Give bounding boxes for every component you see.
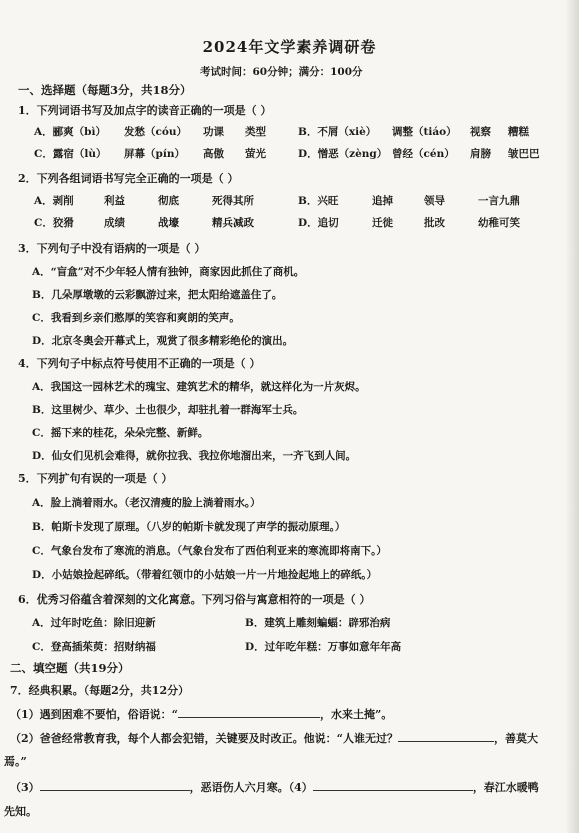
q5-option-b: B．帕斯卡发现了原理。（八岁的帕斯卡就发现了声学的振动原理。） bbox=[32, 521, 346, 533]
q2-option-d-word1: D．追切 bbox=[298, 217, 339, 229]
q2-option-d-word3: 批改 bbox=[424, 217, 445, 229]
question-2-stem: 2．下列各组词语书写完全正确的一项是（ ） bbox=[18, 172, 239, 185]
q4-option-d: D．仙女们见机会难得，就你拉我、我拉你地溜出来，一齐飞到人间。 bbox=[32, 450, 357, 462]
q2-option-b-word1: B．兴旺 bbox=[298, 195, 339, 207]
q2-option-a-word3: 彻底 bbox=[158, 195, 179, 207]
q7-item-4-suffix: ，春江水暖鸭 bbox=[472, 781, 539, 794]
q2-option-b-word4: 一言九鼎 bbox=[478, 195, 520, 207]
section-heading-choice: 一、选择题（每题3分，共18分） bbox=[18, 83, 192, 97]
q7-item-1-prefix: （1）遇到困难不要怕，俗语说：“ bbox=[10, 708, 178, 721]
q7-item-4-prefix: ，恶语伤人六月寒。（4） bbox=[189, 781, 313, 794]
q3-option-d: D．北京冬奥会开幕式上，观赏了很多精彩绝伦的演出。 bbox=[32, 335, 294, 347]
q6-option-d: D．过年吃年糕：万事如意年年高 bbox=[245, 641, 402, 653]
q7-item-2 bbox=[10, 730, 538, 746]
q4-option-b: B．这里树少、草少、土也很少，却驻扎着一群海军士兵。 bbox=[32, 404, 304, 416]
exam-meta: 考试时间：60分钟；满分：100分 bbox=[200, 66, 363, 78]
q1-option-b-word3: 视察 bbox=[470, 126, 491, 138]
question-1-stem: 1．下列词语书写及加点字的读音正确的一项是（ ） bbox=[18, 104, 272, 117]
q5-option-c: C．气象台发布了寒流的消息。（气象台发布了西伯利亚来的寒流即将南下。） bbox=[32, 545, 387, 557]
q3-option-c: C．我看到乡亲们憨厚的笑容和爽朗的笑声。 bbox=[32, 312, 240, 324]
q2-option-a-word1: A．剥削 bbox=[34, 195, 74, 207]
q7-item-1 bbox=[10, 706, 392, 722]
q7-item-3-4 bbox=[10, 779, 539, 795]
q7-item-1-suffix: ，水来土掩”。 bbox=[319, 708, 393, 721]
exam-title: 2024年文学素养调研卷 bbox=[202, 38, 377, 56]
q1-option-a-word4: 类型 bbox=[245, 126, 266, 138]
q1-option-c-word2: 屏幕（pín） bbox=[124, 148, 185, 160]
question-7-stem: 7．经典积累。（每题2分，共12分） bbox=[10, 684, 190, 697]
q4-option-a: A．我国这一园林艺术的瑰宝、建筑艺术的精华，就这样化为一片灰烬。 bbox=[32, 381, 366, 393]
q6-option-a: A．过年时吃鱼：除旧迎新 bbox=[32, 617, 156, 629]
q1-option-a-word2: 发愁（cóu） bbox=[124, 126, 188, 138]
q5-option-d: D．小姑娘捡起碎纸。（带着红领巾的小姑娘一片一片地捡起地上的碎纸。） bbox=[32, 569, 378, 581]
question-3-stem: 3．下列句子中没有语病的一项是（ ） bbox=[18, 242, 206, 255]
q2-option-c-word2: 成绩 bbox=[104, 217, 125, 229]
q2-option-a-word2: 利益 bbox=[104, 195, 125, 207]
q4-option-c: C．摇下来的桂花，朵朵完整、新鲜。 bbox=[32, 427, 209, 439]
q7-item-4-continued: 先知。 bbox=[4, 805, 37, 818]
q1-option-d-word3: 肩膀 bbox=[470, 148, 491, 160]
q2-option-c-word1: C．狡猾 bbox=[34, 217, 74, 229]
q2-option-c-word4: 精兵减政 bbox=[212, 217, 254, 229]
q1-option-a-word1: A．郦爽（bì） bbox=[34, 126, 106, 138]
q7-item-2-continued: 焉。” bbox=[4, 755, 27, 768]
q3-option-a: A．“盲盒”对不少年轻人情有独钟，商家因此抓住了商机。 bbox=[32, 266, 305, 278]
q2-option-d-word2: 迁徙 bbox=[372, 217, 393, 229]
q7-item-2-suffix: ，善莫大 bbox=[493, 732, 538, 745]
q2-option-d-word4: 幼稚可笑 bbox=[478, 217, 520, 229]
q1-option-d-word2: 曾经（cén） bbox=[392, 148, 455, 160]
q7-item-3-blank[interactable] bbox=[40, 779, 190, 791]
question-5-stem: 5．下列扩句有误的一项是（ ） bbox=[18, 472, 173, 485]
q2-option-b-word2: 追掉 bbox=[372, 195, 393, 207]
q1-option-c-word1: C．露宿（lù） bbox=[34, 148, 107, 160]
q6-option-b: B．建筑上雕刻蝙蝠：辟邪治病 bbox=[245, 617, 391, 629]
page-edge-shadow bbox=[565, 0, 579, 833]
q1-option-c-word3: 高傲 bbox=[203, 148, 224, 160]
q1-option-a-word3: 功课 bbox=[203, 126, 224, 138]
q3-option-b: B．几朵厚墩墩的云彩飘游过来，把太阳给遮盖住了。 bbox=[32, 289, 283, 301]
q1-option-b-word4: 糟糕 bbox=[508, 126, 529, 138]
question-4-stem: 4．下列句子中标点符号使用不正确的一项是（ ） bbox=[18, 357, 261, 370]
q6-option-c: C．登高插茱萸：招财纳福 bbox=[32, 641, 156, 653]
q2-option-c-word3: 战壕 bbox=[158, 217, 179, 229]
q5-option-a: A．脸上淌着雨水。（老汉清瘦的脸上淌着雨水。） bbox=[32, 497, 261, 509]
q7-item-4-blank[interactable] bbox=[313, 779, 473, 791]
q7-item-2-prefix: （2）爸爸经常教育我，每个人都会犯错，关键要及时改正。他说：“人谁无过？ bbox=[10, 732, 398, 745]
q1-option-d-word4: 皱巴巴 bbox=[508, 148, 540, 160]
q7-item-3-prefix: （3） bbox=[10, 781, 40, 794]
q7-item-2-blank[interactable] bbox=[398, 730, 494, 742]
q1-option-c-word4: 萤光 bbox=[245, 148, 266, 160]
q1-option-b-word2: 调整（tiáo） bbox=[392, 126, 457, 138]
question-6-stem: 6．优秀习俗蕴含着深刻的文化寓意。下列习俗与寓意相符的一项是（ ） bbox=[18, 593, 371, 606]
q1-option-b-word1: B．不屑（xiè） bbox=[298, 126, 377, 138]
q7-item-1-blank[interactable] bbox=[178, 706, 320, 718]
q2-option-a-word4: 死得其所 bbox=[212, 195, 254, 207]
q2-option-b-word3: 领导 bbox=[424, 195, 445, 207]
section-heading-fill: 二、填空题（共19分） bbox=[10, 661, 130, 675]
q1-option-d-word1: D．憎恶（zèng） bbox=[298, 148, 388, 160]
